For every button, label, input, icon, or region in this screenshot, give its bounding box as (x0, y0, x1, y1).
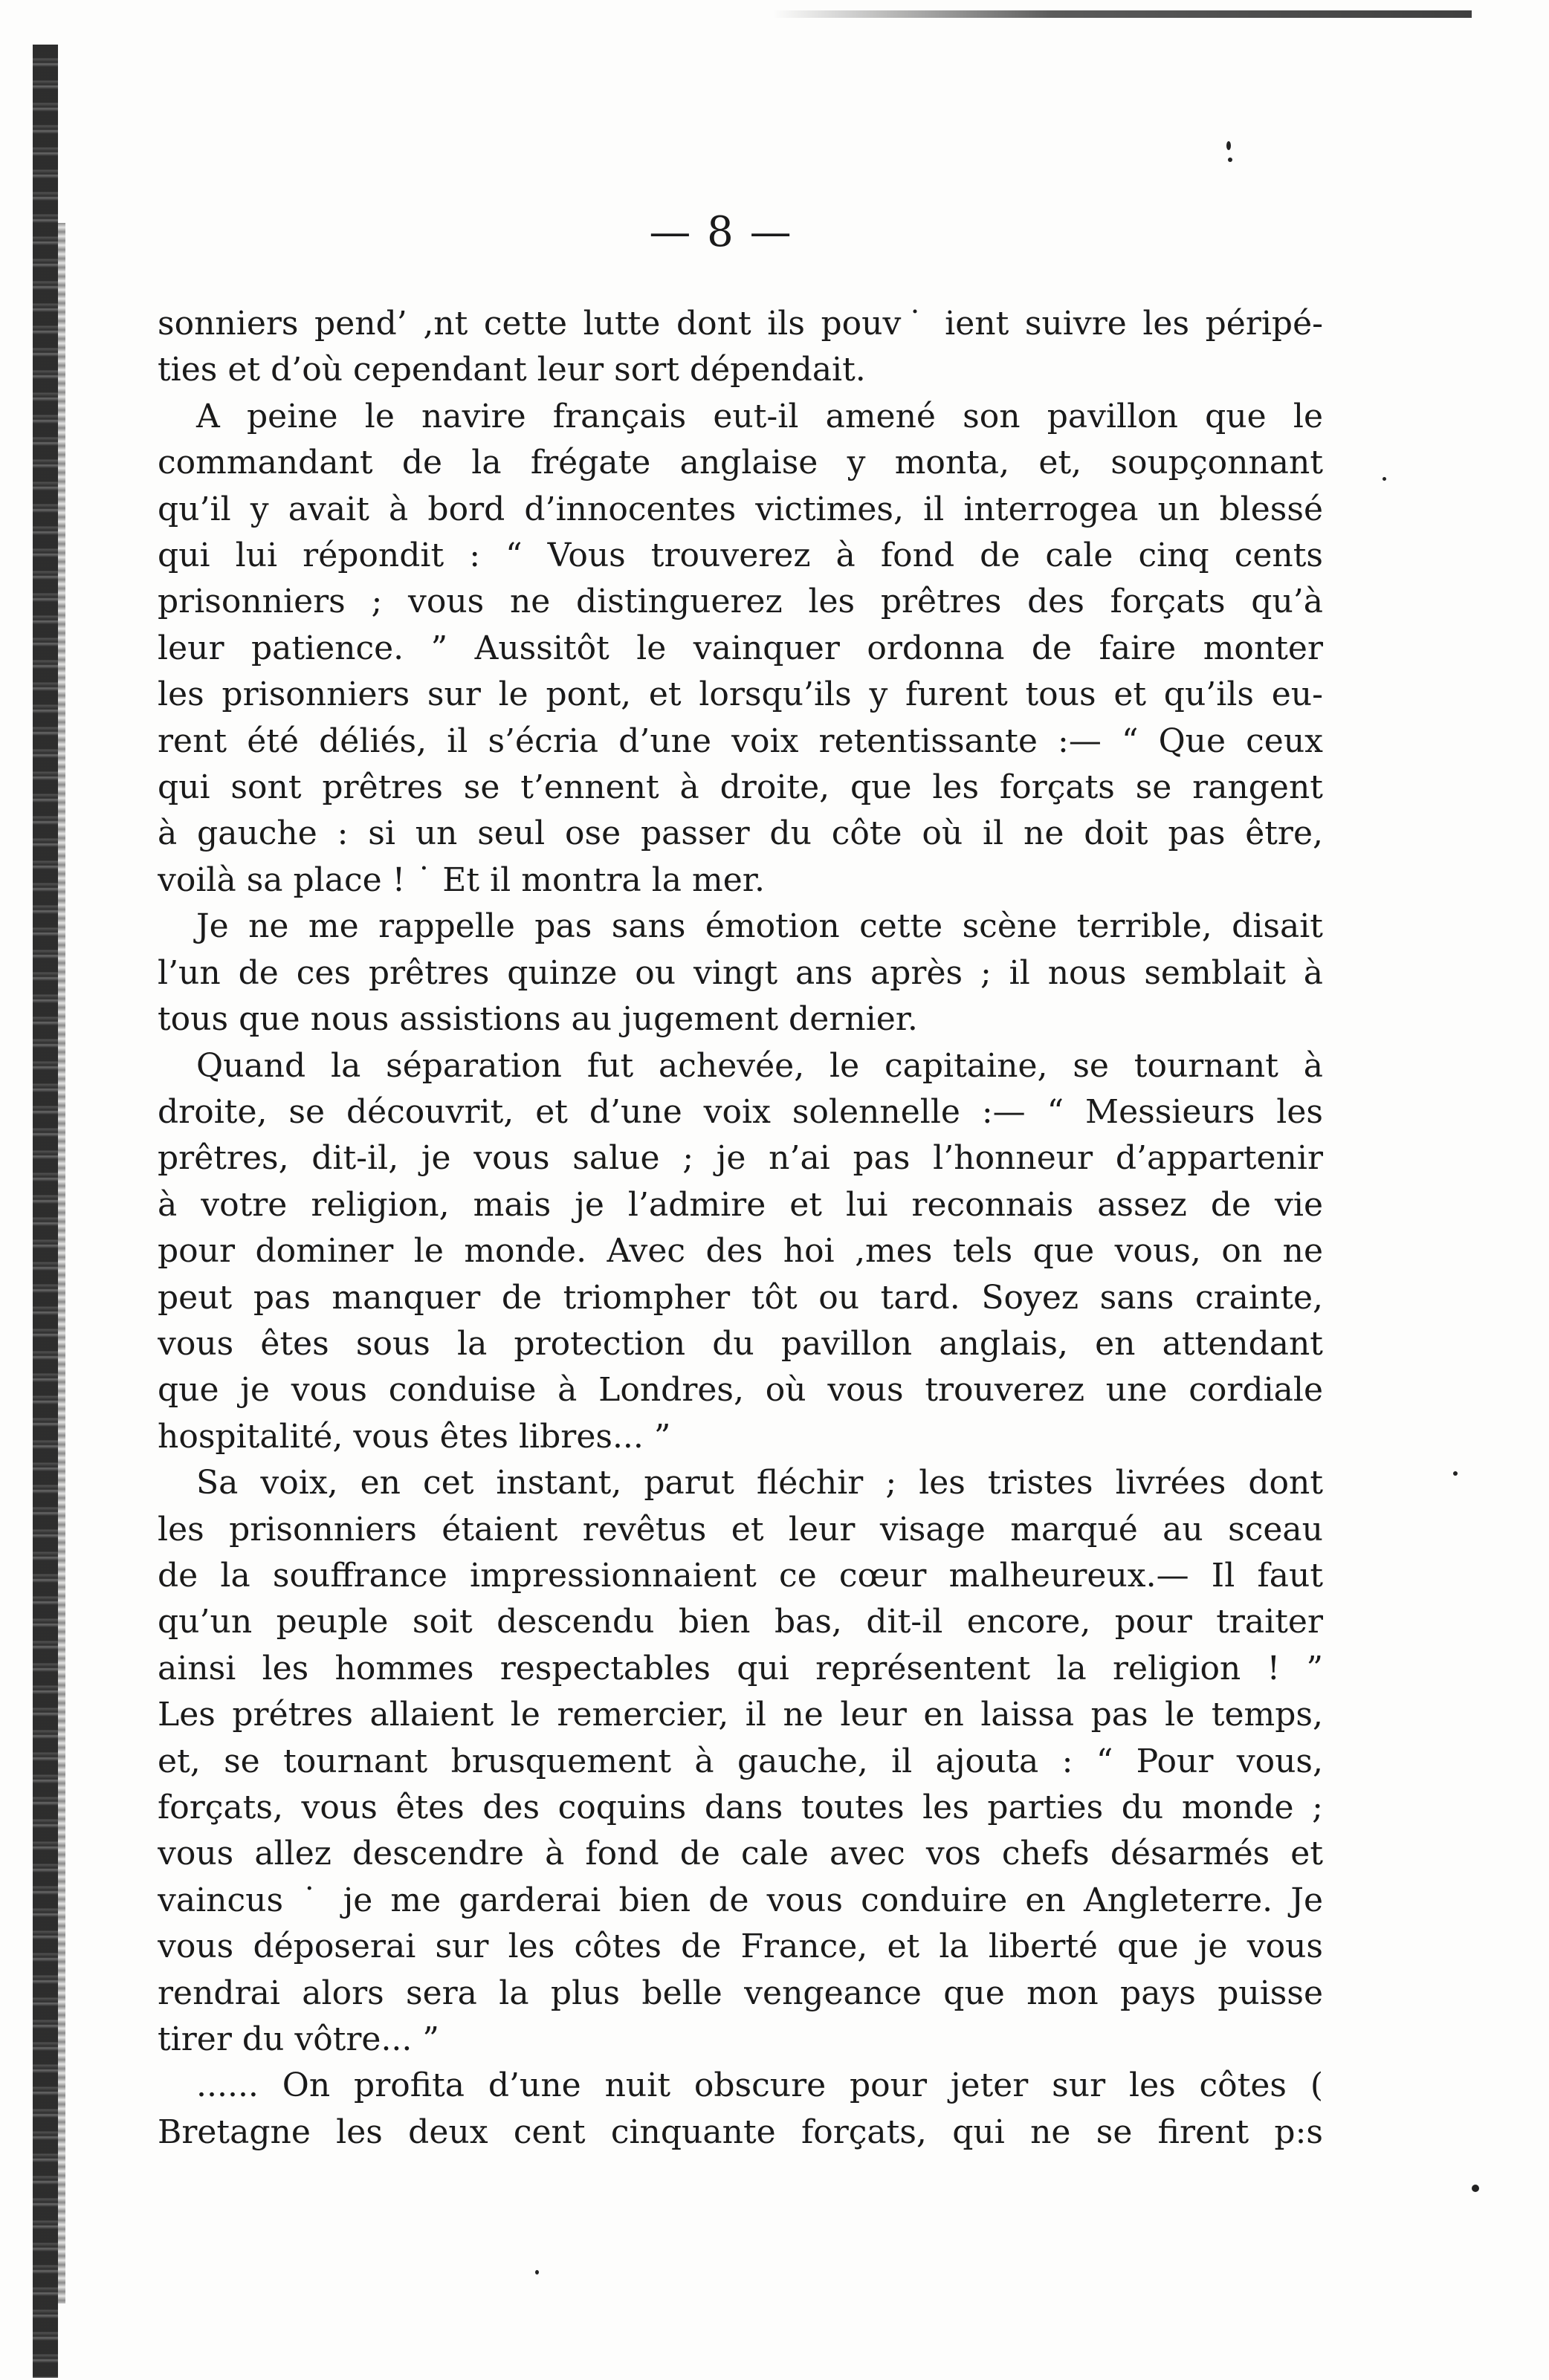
text-line: pour dominer le monde. Avec des hoi ,mes tels que vous, on ne (158, 1232, 1323, 1271)
text-line: Bretagne les deux cent cinquante forçats, qui ne se firent p:s (158, 2113, 1323, 2151)
text-line: A peine le navire français eut-il amené son pavillon que le (196, 397, 1323, 435)
text-line: Sa voix, en cet instant, parut fléchir ; les tristes livrées dont (196, 1464, 1323, 1502)
binding-edge (33, 45, 58, 2378)
text-line: qu’un peuple soit descendu bien bas, dit-il encore, pour traiter (158, 1603, 1323, 1641)
scan-speck (1228, 158, 1232, 162)
text-line: commandant de la frégate anglaise y monta, et, soupçonnant (158, 444, 1323, 482)
text-line: voilà sa place ! ˙ Et il montra la mer. (158, 860, 765, 899)
scan-top-rule (773, 10, 1472, 18)
text-line: Quand la séparation fut achevée, le capitaine, se tournant à (196, 1046, 1323, 1085)
scan-speck (1453, 1471, 1458, 1476)
text-line: vous êtes sous la protection du pavillon anglais, en attendant (158, 1324, 1323, 1363)
text-line: les prisonniers sur le pont, et lorsqu’ils y furent tous et qu’ils eu- (158, 675, 1323, 714)
text-line: tous que nous assistions au jugement dernier. (158, 1000, 918, 1039)
text-line: Je ne me rappelle pas sans émotion cette scène terrible, disait (196, 907, 1323, 946)
text-line: vous déposerai sur les côtes de France, et la liberté que je vous (158, 1927, 1323, 1966)
text-line: ties et d’où cependant leur sort dépendait. (158, 351, 866, 389)
binding-shadow (58, 223, 65, 2303)
text-line: qu’il y avait à bord d’innocentes victimes, il interrogea un blessé (158, 490, 1323, 528)
text-line: à votre religion, mais je l’admire et lui reconnais assez de vie (158, 1185, 1323, 1224)
text-line: hospitalité, vous êtes libres... ” (158, 1417, 671, 1456)
text-line: rent été déliés, il s’écria d’une voix retentissante :— “ Que ceux (158, 722, 1323, 760)
text-line: ...... On profita d’une nuit obscure pour jeter sur les côtes ( (196, 2066, 1323, 2105)
text-line: qui sont prêtres se t’ennent à droite, que les forçats se rangent (158, 768, 1323, 807)
text-line: vaincus ˙ je me garderai bien de vous conduire en Angleterre. Je (158, 1881, 1323, 1919)
text-line: que je vous conduise à Londres, où vous trouverez une cordiale (158, 1371, 1323, 1410)
scan-speck (1226, 141, 1231, 150)
text-line: ainsi les hommes respectables qui représentent la religion ! ” (158, 1649, 1323, 1687)
text-line: forçats, vous êtes des coquins dans toutes les parties du monde ; (158, 1789, 1323, 1826)
page-number: — 8 — (649, 208, 793, 256)
text-line: Les prétres allaient le remercier, il ne leur en laissa pas le temps, (158, 1696, 1323, 1734)
text-line: de la souffrance impressionnaient ce cœur malheureux.— Il faut (158, 1556, 1323, 1595)
text-line: vous allez descendre à fond de cale avec vos chefs désarmés et (158, 1835, 1323, 1873)
text-line: et, se tournant brusquement à gauche, il ajouta : “ Pour vous, (158, 1742, 1323, 1780)
text-line: rendrai alors sera la plus belle vengeance que mon pays puisse (158, 1974, 1323, 2012)
text-line: tirer du vôtre... ” (158, 2020, 439, 2059)
scan-speck (1472, 2185, 1479, 2192)
scan-speck (535, 2270, 539, 2274)
scan-speck (1383, 477, 1386, 481)
text-line: droite, se découvrit, et d’une voix solennelle :— “ Messieurs les (158, 1092, 1323, 1131)
text-line: qui lui répondit : “ Vous trouverez à fond de cale cinq cents (158, 536, 1323, 575)
body-text (158, 301, 1323, 2156)
text-line: les prisonniers étaient revêtus et leur visage marqué au sceau (158, 1510, 1323, 1549)
text-line: sonniers pend’ ,nt cette lutte dont ils pouv˙ ient suivre les péripé- (158, 305, 1323, 343)
text-line: leur patience. ” Aussitôt le vainquer ordonna de faire monter (158, 629, 1323, 667)
text-line: prisonniers ; vous ne distinguerez les prêtres des forçats qu’à (158, 583, 1323, 621)
text-line: prêtres, dit-il, je vous salue ; je n’ai pas l’honneur d’appartenir (158, 1139, 1323, 1178)
text-line: l’un de ces prêtres quinze ou vingt ans après ; il nous semblait à (158, 953, 1323, 992)
text-line: peut pas manquer de triompher tôt ou tard. Soyez sans crainte, (158, 1278, 1323, 1317)
text-line: à gauche : si un seul ose passer du côte où il ne doit pas être, (158, 814, 1323, 853)
